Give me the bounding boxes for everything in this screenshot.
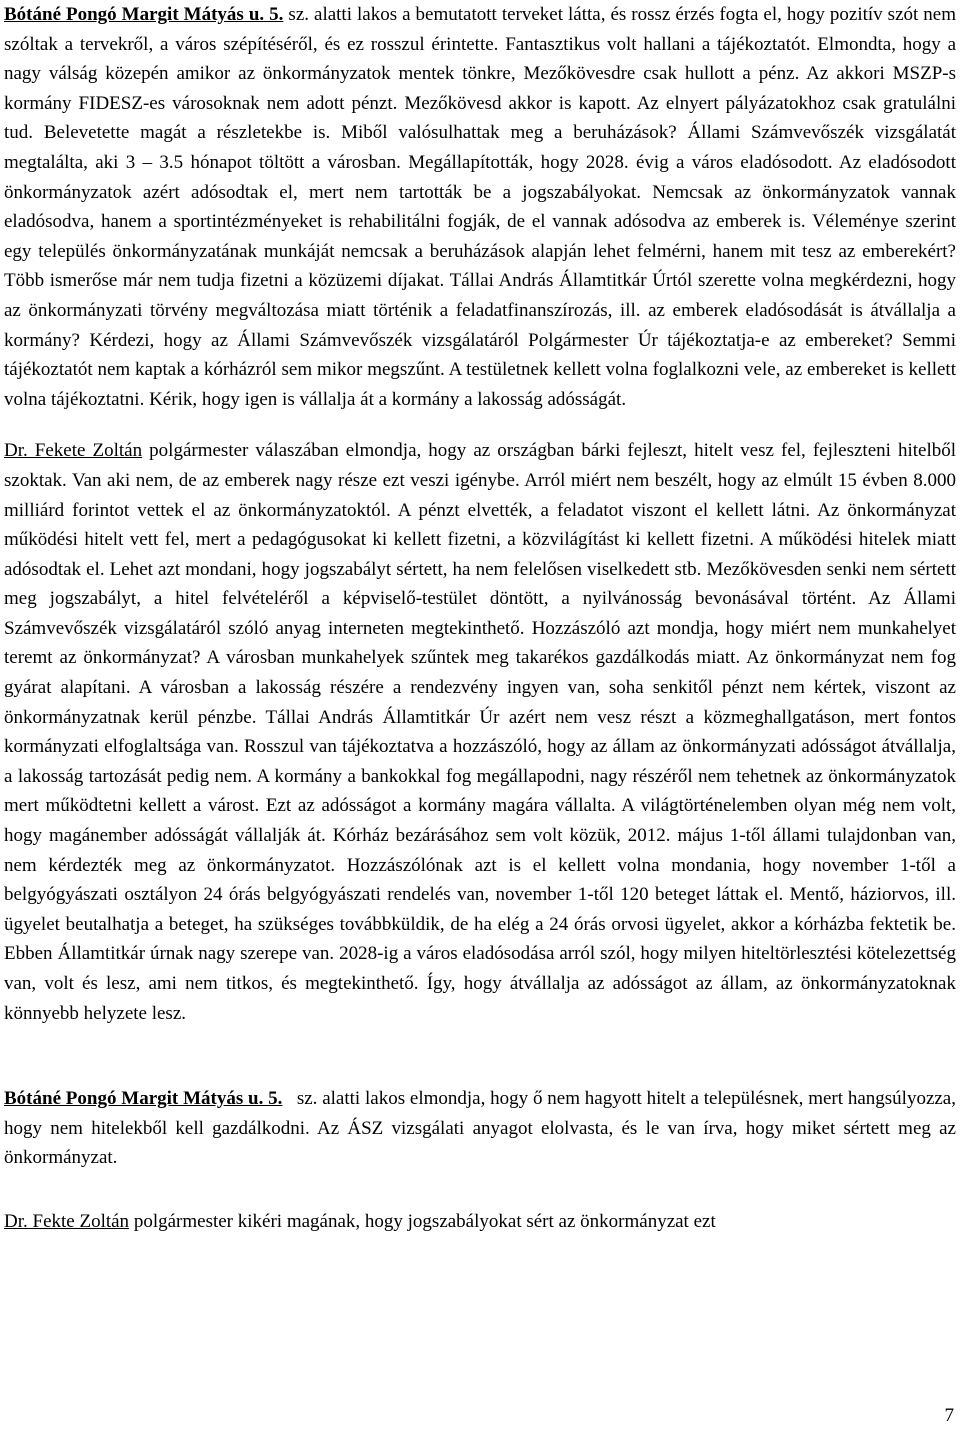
paragraph-spacer <box>4 1173 956 1207</box>
paragraph-spacer <box>4 414 956 436</box>
paragraph-mayor-final <box>4 1207 956 1237</box>
speaker-name: Bótáné Pongó Margit Mátyás u. 5. <box>4 4 284 25</box>
speaker-name: Bótáné Pongó Margit Mátyás u. 5. <box>4 1088 283 1110</box>
paragraph-text: polgármester válaszában elmondja, hogy az országban bárki fejleszt, hitelt vesz fel, fejleszteni hitelből szoktak. Van aki nem, de az emberek nagy része ezt veszi igénybe. Arról miért nem beszélt, hogy az elmúlt 15 évben 8.000 milliárd forintot vettek el az önkormányzatoktól. A pénzt elvették, a feladatot viszont el kellett látni. Az önkormányzat működési hitelt vett fel, mert a pedagógusokat ki kellett fizetni, a közvilágítást ki kellett fizetni. A működési hitelek miatt adósodtak el. Lehet azt mondani, hogy jogszabályt sértett, ha nem felelősen viselkedett stb. Mezőkövesden senki nem sértett meg jogszabályt, a hitel felvételéről a képviselő-testület döntött, a nyilvánosság bevonásával történt. Az Állami Számvevőszék vizsgálatáról szóló anyag interneten megtekinthető. Hozzászóló azt mondja, hogy miért nem munkahelyet teremt az önkormányzat? A városban munkahelyek szűntek meg takarékos gazdálkodás miatt. Az önkormányzat nem fog gyárat alapítani. A városban a lakosság részére a rendezvény ingyen van, soha senkitől pénzt nem kértek, viszont az önkormányzatnak kerül pénzbe. Tállai András Államtitkár Úr azért nem vesz részt a közmeghallgatáson, mert fontos kormányzati elfoglaltsága van. Rosszul van tájékoztatva a hozzászóló, hogy az állam az önkormányzati adósságot átvállalja, a lakosság tartozását pedig nem. A kormány a bankokkal fog megállapodni, nagy részéről nem tehetnek az önkormányzatok mert működtetni kellett a várost. Ezt az adósságot a kormány magára vállalta. A világtörténelemben olyan még nem volt, hogy magánember adósságát vállalják át. Kórház bezárásához sem volt közük, 2012. május 1-től állami tulajdonban van, nem kérdezték meg az önkormányzatot. Hozzászólónak azt is el kellett volna mondania, hogy november 1-től a belgyógyászati osztályon 24 órás belgyógyászati rendelés van, november 1-től 120 beteget láttak el. Mentő, háziorvos, ill. ügyelet beutalhatja a beteget, ha szükséges továbbküldik, de ha elég a 24 órás orvosi ügyelet, akkor a kórházba fektetik be. Ebben Államtitkár úrnak nagy szerepe van. 2028-ig a város eladósodása arról szól, hogy milyen hiteltörlesztési kötelezettség van, volt és lesz, ami nem titkos, és megtekinthető. Így, hogy átvállalja az adósságot az állam, az önkormányzatoknak könnyebb helyzete lesz. <box>4 440 957 1024</box>
paragraph-resident-question <box>4 0 956 414</box>
paragraph-text: polgármester kikéri magának, hogy jogszabályokat sért az önkormányzat ezt <box>133 1210 716 1232</box>
paragraph-mayor-answer <box>4 436 956 1028</box>
paragraph-resident-reply <box>4 1084 956 1173</box>
paragraph-text: sz. alatti lakos a bemutatott terveket látta, és rossz érzés fogta el, hogy pozitív szót nem szóltak a tervekről, a város szépítéséről, és ez rosszul érintette. Fantasztikus volt hallani a tájékoztatót. Elmondta, hogy a nagy válság közepén amikor az önkormányzatok mentek tönkre, Mezőkövesdre csak hullott a pénz. Az akkori MSZP-s kormány FIDESZ-es városoknak nem adott pénzt. Mezőkövesd akkor is kapott. Az elnyert pályázatokhoz csak gratulálni tud. Belevetette magát a részletekbe is. Miből valósulhattak meg a beruházások? Állami Számvevőszék vizsgálatát megtalálta, aki 3 – 3.5 hónapot töltött a városban. Megállapították, hogy 2028. évig a város eladósodott. Az eladósodott önkormányzatok azért adósodtak el, mert nem tartották be a jogszabályokat. Nemcsak az önkormányzatok vannak eladósodva, hanem a sportintézményeket is rehabilitálni fogják, de el vannak adósodva az emberek is. Véleménye szerint egy település önkormányzatának munkáját nemcsak a beruházások alapján lehet felmérni, hanem mit tesz az emberekért? Több ismerőse már nem tudja fizetni a közüzemi díjakat. Tállai András Államtitkár Úrtól szerette volna megkérdezni, hogy az önkormányzati törvény megváltozása miatt történik a feladatfinanszírozás, ill. az emberek eladósodását is átvállalja a kormány? Kérdezi, hogy az Állami Számvevőszék vizsgálatáról Polgármester Úr tájékoztatja-e az embereket? Semmi tájékoztatót nem kaptak a kórházról sem mikor megszűnt. A testületnek kellett volna foglalkozni vele, az embereket is kellett volna tájékoztatni. Kérik, hogy igen is vállalja át a kormány a lakosság adósságát. <box>4 4 957 410</box>
paragraph-text: sz. alatti lakos elmondja, hogy ő nem hagyott hitelt a településnek, mert hangsúlyozza, hogy nem hitelekből kell gazdálkodni. Az ÁSZ vizsgálati anyagot elolvasta, és le van írva, hogy miket sértett meg az önkormányzat. <box>4 1088 956 1169</box>
speaker-name: Dr. Fekete Zoltán <box>4 440 143 462</box>
speaker-separator <box>282 1088 296 1109</box>
document-page <box>4 0 956 1237</box>
speaker-name: Dr. Fekte Zoltán <box>4 1210 130 1232</box>
paragraph-spacer <box>4 1028 956 1084</box>
page-number: 7 <box>944 1405 954 1426</box>
